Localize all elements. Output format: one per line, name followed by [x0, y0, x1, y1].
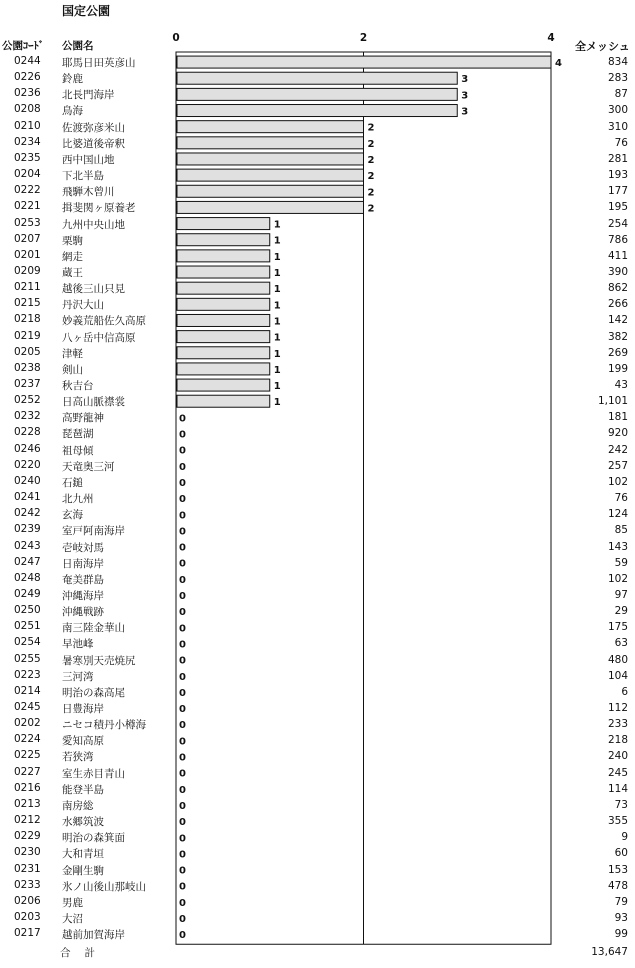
park-name: 九州中央山地 [62, 218, 125, 231]
park-name: ニセコ積丹小樽海 [62, 719, 146, 732]
park-name: 石鎚 [62, 476, 83, 489]
park-code: 0222 [14, 184, 41, 197]
park-total-mesh: 254 [607, 217, 628, 230]
park-total-mesh: 1,101 [597, 395, 628, 408]
park-name: 鳥海 [62, 105, 83, 118]
data-label-0224: 0 [179, 736, 186, 748]
park-code: 0239 [14, 523, 41, 536]
data-label-0218: 1 [273, 316, 281, 328]
park-code: 0245 [14, 701, 41, 713]
park-total-mesh: 281 [607, 152, 628, 165]
park-code: 0238 [14, 361, 41, 374]
park-total-mesh: 60 [614, 847, 628, 860]
park-total-mesh: 300 [607, 104, 628, 117]
bar-0207 [177, 234, 270, 246]
park-code: 0218 [14, 313, 41, 326]
park-name: 越後三山只見 [62, 283, 125, 296]
park-code: 0207 [14, 232, 41, 245]
park-code: 0209 [14, 264, 41, 277]
park-name: 耶馬日田英彦山 [62, 57, 136, 69]
park-name: 妙義荒船佐久高原 [62, 315, 146, 328]
park-name: 津軽 [62, 347, 83, 360]
data-label-0237: 1 [273, 381, 281, 393]
park-code: 0242 [14, 507, 41, 520]
park-name: 剣山 [62, 363, 83, 376]
park-name: 日南海岸 [62, 557, 104, 570]
park-total-mesh: 862 [607, 282, 628, 295]
park-name: 秋吉台 [62, 380, 94, 392]
park-name: 男鹿 [62, 896, 83, 909]
data-label-0210: 2 [367, 122, 375, 134]
park-name: 水郷筑波 [62, 816, 104, 829]
bar-0253 [177, 218, 270, 230]
park-code: 0252 [14, 394, 41, 407]
park-total-mesh: 43 [614, 379, 628, 391]
park-code: 0231 [14, 862, 41, 875]
data-label-0251: 0 [179, 623, 186, 635]
park-code: 0235 [14, 151, 41, 164]
bar-0235 [177, 153, 364, 165]
data-label-0222: 2 [367, 187, 375, 199]
park-code: 0246 [14, 442, 41, 455]
data-label-0217: 0 [179, 930, 186, 942]
park-code: 0244 [14, 55, 41, 67]
data-label-0238: 1 [273, 364, 281, 376]
bar-0226 [177, 72, 457, 84]
data-label-0204: 2 [367, 171, 375, 183]
park-code: 0208 [14, 103, 41, 116]
park-code: 0215 [14, 297, 41, 310]
data-label-0235: 2 [367, 154, 375, 166]
data-label-0202: 0 [179, 720, 186, 732]
park-total-mesh: 245 [607, 766, 628, 779]
park-code: 0216 [14, 781, 41, 794]
park-total-mesh: 266 [607, 298, 628, 311]
data-label-0253: 1 [273, 219, 281, 231]
header-park-name: 公園名 [62, 40, 94, 52]
data-label-0244: 4 [555, 58, 562, 70]
park-code: 0202 [14, 717, 41, 730]
data-label-0216: 0 [179, 784, 186, 796]
park-total-mesh: 242 [607, 443, 628, 456]
bar-0208 [177, 105, 457, 117]
sum-label: 合計 [60, 947, 109, 960]
data-label-0203: 0 [179, 914, 186, 926]
park-code: 0203 [14, 910, 41, 923]
park-total-mesh: 112 [607, 702, 628, 714]
park-total-mesh: 478 [607, 879, 628, 892]
park-total-mesh: 175 [607, 621, 628, 634]
data-label-0231: 0 [179, 865, 186, 877]
data-label-0245: 0 [179, 704, 186, 716]
bar-0201 [177, 250, 270, 262]
park-total-mesh: 193 [607, 169, 628, 182]
data-label-0233: 0 [179, 881, 186, 893]
park-total-mesh: 411 [607, 249, 628, 262]
park-code: 0229 [14, 830, 41, 843]
bar-0204 [177, 169, 364, 181]
park-name: 八ヶ岳中信高原 [62, 331, 136, 344]
data-label-0241: 0 [179, 494, 186, 506]
park-name: 網走 [62, 250, 83, 263]
data-label-0220: 0 [179, 461, 186, 473]
park-name: 奄美群島 [62, 573, 104, 586]
data-label-0239: 0 [179, 526, 186, 538]
park-code: 0233 [14, 878, 41, 891]
park-code: 0217 [14, 927, 41, 940]
park-total-mesh: 355 [607, 815, 628, 828]
park-name: 南三陸金華山 [62, 622, 125, 635]
park-code: 0225 [14, 749, 41, 762]
data-label-0250: 0 [179, 607, 186, 619]
park-code: 0249 [14, 587, 41, 600]
park-code: 0250 [14, 604, 41, 617]
bar-0236 [177, 88, 457, 100]
park-name: 揖斐関ヶ原養老 [62, 202, 136, 215]
park-total-mesh: 382 [607, 330, 628, 343]
park-total-mesh: 199 [607, 362, 628, 375]
park-name: 比婆道後帝釈 [62, 137, 125, 150]
park-code: 0253 [14, 216, 41, 229]
bar-0234 [177, 137, 364, 149]
park-total-mesh: 269 [607, 346, 628, 359]
park-name: 金剛生駒 [62, 864, 104, 877]
bar-0222 [177, 185, 364, 197]
data-label-0213: 0 [179, 800, 186, 812]
park-total-mesh: 480 [607, 653, 628, 666]
park-total-mesh: 153 [607, 863, 628, 876]
park-code: 0224 [14, 733, 41, 746]
park-code: 0211 [14, 281, 41, 294]
page-title: 国定公園 [62, 4, 111, 18]
data-label-0212: 0 [179, 817, 186, 829]
park-name: 西中国山地 [62, 153, 115, 166]
bar-0215 [177, 298, 270, 310]
park-code: 0241 [14, 491, 41, 504]
park-name: 室戸阿南海岸 [62, 525, 125, 538]
park-name: 蔵王 [62, 266, 83, 279]
data-label-0201: 1 [273, 251, 281, 263]
park-total-mesh: 195 [607, 201, 628, 214]
park-name: 明治の森箕面 [62, 832, 125, 845]
park-total-mesh: 29 [614, 605, 628, 618]
park-total-mesh: 9 [621, 831, 628, 844]
bar-0211 [177, 282, 270, 294]
data-label-0240: 0 [179, 477, 186, 489]
park-name: 下北半島 [62, 170, 104, 183]
park-name: 室生赤目青山 [62, 767, 125, 780]
bar-0252 [177, 395, 270, 407]
park-total-mesh: 920 [607, 427, 628, 440]
park-total-mesh: 310 [607, 120, 628, 133]
park-name: 栗駒 [62, 234, 83, 247]
park-name: 早池峰 [62, 638, 94, 651]
park-total-mesh: 143 [607, 540, 628, 553]
data-label-0207: 1 [273, 235, 281, 247]
bar-0218 [177, 314, 270, 326]
data-label-0243: 0 [179, 542, 186, 554]
park-code: 0236 [14, 87, 41, 100]
park-name: 日高山脈襟裳 [62, 396, 125, 409]
park-name: 北九州 [62, 493, 94, 506]
data-label-0254: 0 [179, 639, 186, 651]
park-total-mesh: 114 [607, 782, 628, 795]
park-name: 琵琶湖 [62, 428, 94, 441]
bar-0219 [177, 331, 270, 343]
data-label-0219: 1 [273, 332, 281, 344]
park-name: 明治の森高尾 [62, 686, 125, 699]
bar-0238 [177, 363, 270, 375]
park-total-mesh: 240 [607, 750, 628, 763]
park-code: 0206 [14, 894, 41, 907]
park-code: 0254 [14, 636, 41, 649]
park-total-mesh: 181 [607, 411, 628, 424]
data-label-0249: 0 [179, 591, 186, 603]
bar-0210 [177, 121, 364, 133]
park-total-mesh: 79 [614, 895, 628, 908]
data-label-0205: 1 [273, 348, 281, 360]
park-name: 祖母傾 [62, 444, 94, 457]
park-name: 南房総 [62, 799, 94, 812]
park-name: 鈴鹿 [62, 73, 83, 86]
park-code: 0210 [14, 119, 41, 132]
park-total-mesh: 102 [607, 475, 628, 488]
park-code: 0221 [14, 200, 41, 213]
park-total-mesh: 142 [607, 314, 628, 327]
park-total-mesh: 390 [607, 265, 628, 278]
park-name: 壱岐対馬 [62, 541, 104, 554]
data-label-0246: 0 [179, 445, 186, 457]
x-tick-label-1: 2 [359, 32, 368, 44]
data-label-0228: 0 [179, 429, 186, 441]
park-code: 0205 [14, 345, 41, 358]
park-name: 若狭湾 [62, 751, 94, 764]
data-label-0248: 0 [179, 574, 186, 586]
park-total-mesh: 87 [614, 88, 628, 101]
park-name: 佐渡弥彦米山 [62, 121, 125, 134]
park-total-mesh: 233 [607, 718, 628, 731]
park-total-mesh: 6 [621, 685, 628, 698]
park-code: 0204 [14, 168, 41, 181]
park-name: 氷ノ山後山那岐山 [62, 880, 146, 893]
park-name: 沖縄戦跡 [62, 606, 104, 619]
park-name: 大和青垣 [62, 848, 104, 861]
park-total-mesh: 177 [607, 185, 628, 198]
data-label-0226: 3 [461, 74, 469, 86]
park-code: 0248 [14, 571, 41, 584]
park-name: 沖縄海岸 [62, 589, 104, 602]
park-name: 北長門海岸 [62, 89, 115, 102]
park-total-mesh: 97 [614, 588, 628, 601]
park-code: 0240 [14, 474, 41, 487]
data-label-0214: 0 [179, 687, 186, 699]
data-label-0208: 3 [461, 106, 469, 118]
data-label-0227: 0 [179, 768, 186, 780]
header-total-mesh: 全メッシュ [575, 40, 630, 53]
park-code: 0228 [14, 426, 41, 439]
park-total-mesh: 59 [614, 556, 628, 569]
data-label-0206: 0 [179, 897, 186, 909]
park-code: 0230 [14, 846, 41, 859]
park-total-mesh: 85 [614, 524, 628, 537]
park-name: 愛知高原 [62, 735, 104, 748]
data-label-0229: 0 [179, 833, 186, 845]
bar-0209 [177, 266, 270, 278]
park-code: 0234 [14, 135, 41, 148]
data-label-0221: 2 [367, 203, 375, 215]
park-total-mesh: 76 [614, 136, 628, 149]
park-total-mesh: 786 [607, 233, 628, 246]
data-label-0232: 0 [179, 413, 186, 425]
bar-0237 [177, 379, 270, 391]
park-name: 暑寒別天売焼尻 [62, 654, 136, 667]
park-name: 能登半島 [62, 783, 104, 796]
data-label-0255: 0 [179, 655, 186, 667]
park-code: 0247 [14, 555, 41, 568]
data-label-0247: 0 [179, 558, 186, 570]
park-code: 0223 [14, 668, 41, 681]
park-total-mesh: 283 [607, 72, 628, 85]
park-name: 越前加賀海岸 [62, 929, 125, 942]
x-tick-label-0: 0 [172, 32, 180, 44]
data-label-0230: 0 [179, 849, 186, 861]
park-total-mesh: 834 [607, 56, 628, 68]
park-total-mesh: 63 [614, 637, 628, 650]
park-total-mesh: 99 [614, 928, 628, 941]
data-label-0236: 3 [461, 90, 469, 102]
park-total-mesh: 73 [614, 798, 628, 811]
data-label-0234: 2 [367, 138, 375, 150]
park-name: 三河湾 [62, 670, 94, 683]
park-code: 0237 [14, 378, 41, 390]
park-total-mesh: 218 [607, 734, 628, 747]
park-name: 天竜奥三河 [62, 460, 115, 473]
park-code: 0226 [14, 71, 41, 84]
data-label-0215: 1 [273, 300, 281, 312]
park-code: 0219 [14, 329, 41, 342]
park-total-mesh: 76 [614, 492, 628, 505]
data-label-0209: 1 [273, 268, 281, 280]
sum-total: 13,647 [591, 946, 628, 959]
park-name: 日豊海岸 [62, 703, 104, 715]
park-code: 0232 [14, 410, 41, 423]
park-code: 0201 [14, 248, 41, 261]
park-code: 0227 [14, 765, 41, 778]
header-park-code: 公園ｺｰﾄﾞ [2, 40, 44, 52]
park-code: 0213 [14, 797, 41, 810]
park-name: 飛騨木曾川 [62, 186, 115, 199]
park-name: 大沼 [62, 912, 83, 925]
park-code: 0220 [14, 458, 41, 471]
park-name: 玄海 [62, 509, 83, 522]
park-total-mesh: 93 [614, 911, 628, 924]
bar-0244 [177, 56, 551, 68]
park-code: 0251 [14, 620, 41, 633]
park-total-mesh: 102 [607, 572, 628, 585]
x-tick-label-2: 4 [547, 32, 555, 44]
bar-0221 [177, 201, 364, 213]
park-total-mesh: 104 [607, 669, 628, 682]
park-total-mesh: 124 [607, 508, 628, 521]
park-total-mesh: 257 [607, 459, 628, 472]
park-name: 丹沢大山 [62, 299, 104, 312]
park-code: 0212 [14, 814, 41, 827]
data-label-0242: 0 [179, 510, 186, 522]
park-code: 0243 [14, 539, 41, 552]
data-label-0211: 1 [273, 284, 281, 296]
park-name: 高野龍神 [62, 412, 104, 425]
data-label-0252: 1 [273, 397, 281, 409]
bar-0205 [177, 347, 270, 359]
park-code: 0255 [14, 652, 41, 665]
data-label-0225: 0 [179, 752, 186, 764]
park-code: 0214 [14, 684, 41, 697]
data-label-0223: 0 [179, 671, 186, 683]
